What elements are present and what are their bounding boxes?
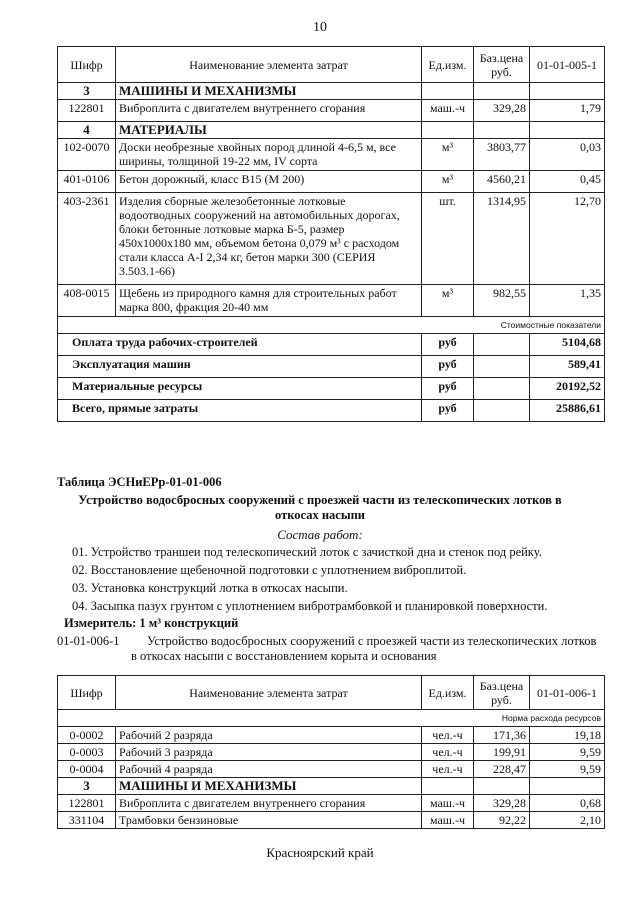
resource-table-1 [57,46,605,422]
row-unit: чел.-ч [422,744,474,761]
row-value: 2,10 [530,812,605,829]
row-unit: м³ [422,285,474,317]
row-unit: м³ [422,171,474,193]
row-value: 0,45 [530,171,605,193]
section-number: 3 [58,83,116,100]
row-price: 982,55 [474,285,530,317]
header-price: Баз.цена руб. [474,47,530,83]
total-label: Эксплуатация машин [58,356,422,378]
row-value: 0,68 [530,795,605,812]
cost-caption: Стоимостные показатели [58,317,605,334]
row-unit: шт. [422,193,474,285]
row-code: 0-0002 [58,727,116,744]
norm-description-line2: в откосах насыпи с восстановлением корыта и основания [131,649,437,663]
row-unit: маш.-ч [422,100,474,122]
row-name: Виброплита с двигателем внутреннего сгорания [116,100,422,122]
section-number: 3 [58,778,116,795]
row-name: Трамбовки бензиновые [116,812,422,829]
norm-description-line1: Устройство водосбросных сооружений с проезжей части из телескопических лотков [147,634,597,648]
row-price: 1314,95 [474,193,530,285]
total-value: 5104,68 [530,334,605,356]
row-code: 403-2361 [58,193,116,285]
header-ref: 01-01-006-1 [530,676,605,710]
row-code: 122801 [58,795,116,812]
row-price: 329,28 [474,100,530,122]
header-name: Наименование элемента затрат [116,47,422,83]
row-code: 408-0015 [58,285,116,317]
header-ref: 01-01-005-1 [530,47,605,83]
page-number: 10 [313,20,327,35]
row-name: Доски необрезные хвойных пород длиной 4-6,5 м, все ширины, толщиной 19-22 мм, IV сорта [116,139,422,171]
composition-heading: Состав работ: [277,527,363,542]
row-name: Рабочий 3 разряда [116,744,422,761]
row-name: Рабочий 4 разряда [116,761,422,778]
row-value: 12,70 [530,193,605,285]
meter-line: Измеритель: 1 м³ конструкций [64,616,239,630]
row-price: 329,28 [474,795,530,812]
total-value: 25886,61 [530,400,605,422]
norm-code: 01-01-006-1 [57,634,120,648]
row-code: 0-0003 [58,744,116,761]
table-title-line2: откосах насыпи [274,508,365,522]
page-footer: Красноярский край [266,845,374,860]
total-unit: руб [422,378,474,400]
norm-caption: Норма расхода ресурсов [58,710,605,727]
resource-table-2 [57,675,605,829]
row-price: 228,47 [474,761,530,778]
total-unit: руб [422,334,474,356]
total-label: Всего, прямые затраты [58,400,422,422]
total-value: 20192,52 [530,378,605,400]
table-label: Таблица ЭСНиЕРр-01-01-006 [57,475,222,489]
row-unit: чел.-ч [422,761,474,778]
header-price: Баз.цена руб. [474,676,530,710]
header-code: Шифр [58,676,116,710]
row-name: Щебень из природного камня для строительных работ марка 800, фракция 20-40 мм [116,285,422,317]
row-unit: маш.-ч [422,812,474,829]
work-step: 03. Установка конструкций лотка в откосах насыпи. [72,581,348,595]
row-price: 171,36 [474,727,530,744]
total-unit: руб [422,356,474,378]
row-code: 122801 [58,100,116,122]
row-code: 102-0070 [58,139,116,171]
row-price: 92,22 [474,812,530,829]
row-value: 1,79 [530,100,605,122]
row-unit: чел.-ч [422,727,474,744]
work-step: 04. Засыпка пазух грунтом с уплотнением вибротрамбовкой и планировкой поверхности. [72,599,548,613]
section-title: МАШИНЫ И МЕХАНИЗМЫ [116,83,422,100]
row-value: 9,59 [530,744,605,761]
total-value: 589,41 [530,356,605,378]
total-label: Материальные ресурсы [58,378,422,400]
row-code: 401-0106 [58,171,116,193]
header-code: Шифр [58,47,116,83]
header-unit: Ед.изм. [422,47,474,83]
row-value: 9,59 [530,761,605,778]
row-price: 199,91 [474,744,530,761]
work-step: 02. Восстановление щебеночной подготовки с уплотнением виброплитой. [72,563,467,577]
row-code: 331104 [58,812,116,829]
section-number: 4 [58,122,116,139]
section-title: МАТЕРИАЛЫ [116,122,422,139]
row-price: 3803,77 [474,139,530,171]
row-name: Виброплита с двигателем внутреннего сгорания [116,795,422,812]
row-value: 1,35 [530,285,605,317]
row-name: Рабочий 2 разряда [116,727,422,744]
total-unit: руб [422,400,474,422]
section-title: МАШИНЫ И МЕХАНИЗМЫ [116,778,422,795]
row-code: 0-0004 [58,761,116,778]
table-title-line1: Устройство водосбросных сооружений с проезжей части из телескопических лотков в [78,493,562,507]
total-label: Оплата труда рабочих-строителей [58,334,422,356]
row-name: Бетон дорожный, класс B15 (М 200) [116,171,422,193]
row-unit: м³ [422,139,474,171]
row-unit: маш.-ч [422,795,474,812]
row-value: 19,18 [530,727,605,744]
row-price: 4560,21 [474,171,530,193]
row-name: Изделия сборные железобетонные лотковые водоотводных сооружений на автомобильных дорогах, блоки бетонные лотковые марка Б-5, размер 450x1000x180 мм, объемом бетона 0,079 м³ с расходом стали класса A-I 2,34 кг, бетон марки 300 (СЕРИЯ 3.503.1-66) [116,193,422,285]
header-unit: Ед.изм. [422,676,474,710]
header-name: Наименование элемента затрат [116,676,422,710]
row-value: 0,03 [530,139,605,171]
work-step: 01. Устройство траншеи под телескопический лоток с зачисткой дна и стенок под рейку. [72,545,542,559]
